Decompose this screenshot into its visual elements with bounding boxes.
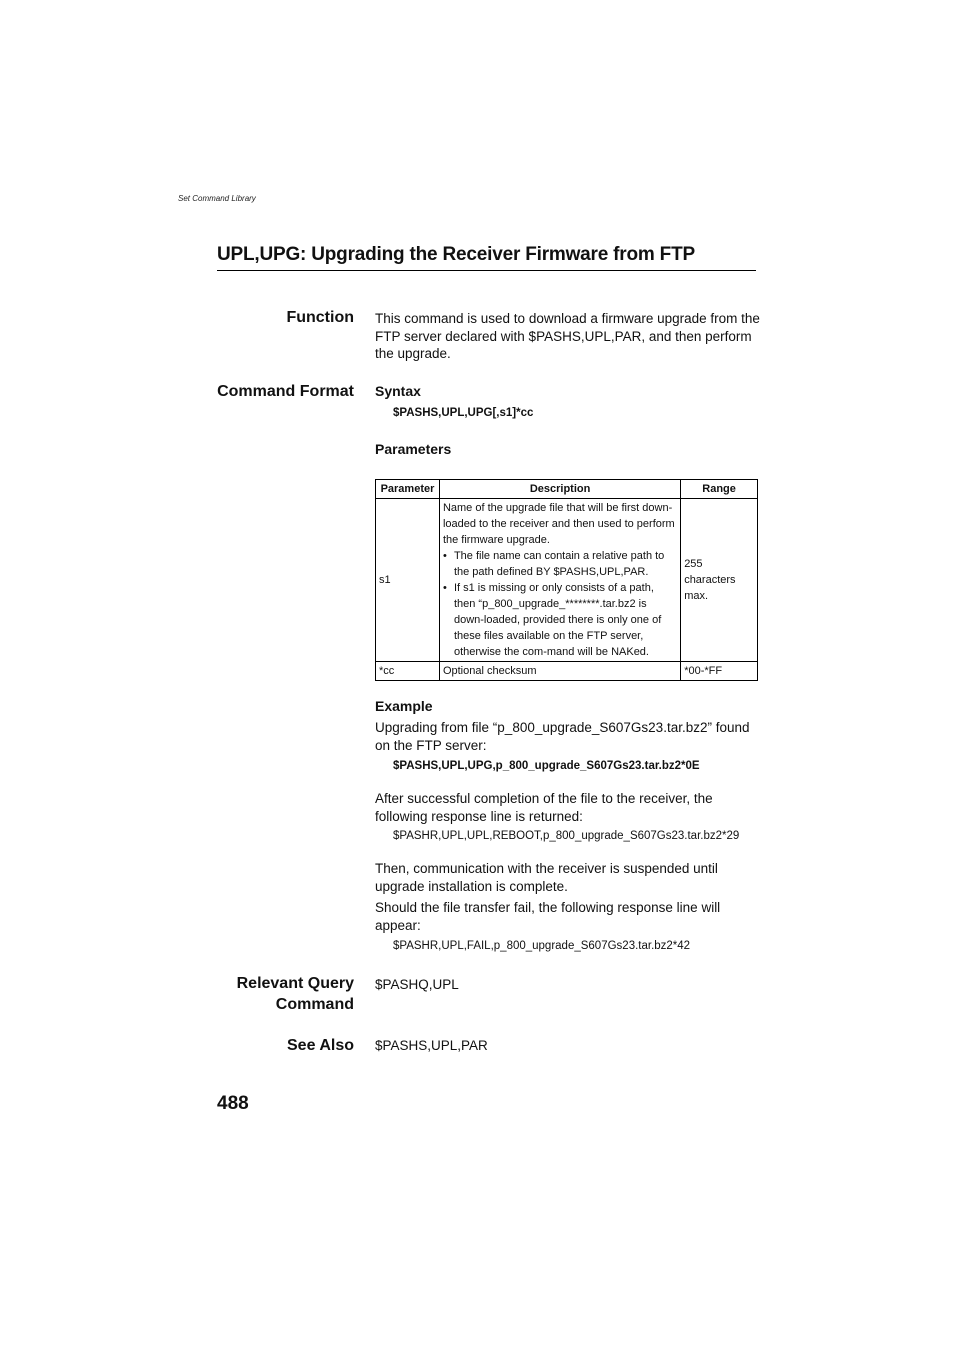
example-command: $PASHS,UPL,UPG,p_800_upgrade_S607Gs23.tar.bz2*0E [393, 760, 700, 772]
see-also-label: See Also [287, 1037, 354, 1054]
bullet-item: • If s1 is missing or only consists of a path, then “p_800_upgrade_********.tar.bz2 is down-loaded, provided there is only one of these files available on the FTP server, otherwise the com-mand will be NAKed. [443, 580, 677, 660]
description-bullets [443, 548, 677, 660]
command-format-label: Command Format [217, 383, 354, 400]
description-cell: Optional checksum [439, 662, 680, 681]
example-intro: Upgrading from file “p_800_upgrade_S607Gs23.tar.bz2” found on the FTP server: [375, 720, 750, 753]
relevant-query-label-line2: Command [275, 996, 354, 1013]
table-header-row [376, 480, 758, 499]
reboot-response: $PASHR,UPL,UPL,REBOOT,p_800_upgrade_S607Gs23.tar.bz2*29 [393, 830, 740, 842]
see-also-value: $PASHS,UPL,PAR [375, 1038, 488, 1053]
after-completion-text: After successful completion of the file to the receiver, the following response line is returned: [375, 791, 713, 824]
suspended-text: Then, communication with the receiver is suspended until upgrade installation is complete. [375, 861, 718, 894]
relevant-query-label [154, 973, 354, 1015]
function-text: This command is used to download a firmware upgrade from the FTP server declared with $PASHS,UPL,PAR, and then perform the upgrade. [375, 311, 760, 361]
relevant-query-value: $PASHQ,UPL [375, 977, 459, 992]
table-row [376, 662, 758, 681]
param-cell: s1 [376, 499, 440, 662]
running-head: Set Command Library [178, 194, 256, 203]
example-heading: Example [375, 698, 433, 714]
range-cell: *00-*FF [681, 662, 758, 681]
header-parameter: Parameter [376, 480, 440, 499]
header-description: Description [439, 480, 680, 499]
description-cell [439, 499, 680, 662]
range-cell: 255 characters max. [681, 499, 758, 662]
header-range: Range [681, 480, 758, 499]
parameters-heading: Parameters [375, 441, 452, 457]
description-text: Name of the upgrade file that will be first down-loaded to the receiver and then used to perform the firmware upgrade. [442, 502, 675, 546]
bullet-item: • The file name can contain a relative path to the path defined BY $PASHS,UPL,PAR. [443, 548, 677, 580]
parameters-table [375, 479, 758, 681]
fail-response: $PASHR,UPL,FAIL,p_800_upgrade_S607Gs23.tar.bz2*42 [393, 940, 691, 952]
page-number: 488 [217, 1093, 249, 1114]
function-label: Function [286, 309, 354, 326]
page-title: UPL,UPG: Upgrading the Receiver Firmware from FTP [217, 244, 756, 271]
syntax-heading: Syntax [375, 383, 421, 399]
syntax-command: $PASHS,UPL,UPG[,s1]*cc [393, 407, 534, 419]
param-cell: *cc [376, 662, 440, 681]
fail-text: Should the file transfer fail, the following response line will appear: [375, 900, 721, 933]
table-row [376, 499, 758, 662]
relevant-query-label-line1: Relevant Query [236, 975, 354, 992]
